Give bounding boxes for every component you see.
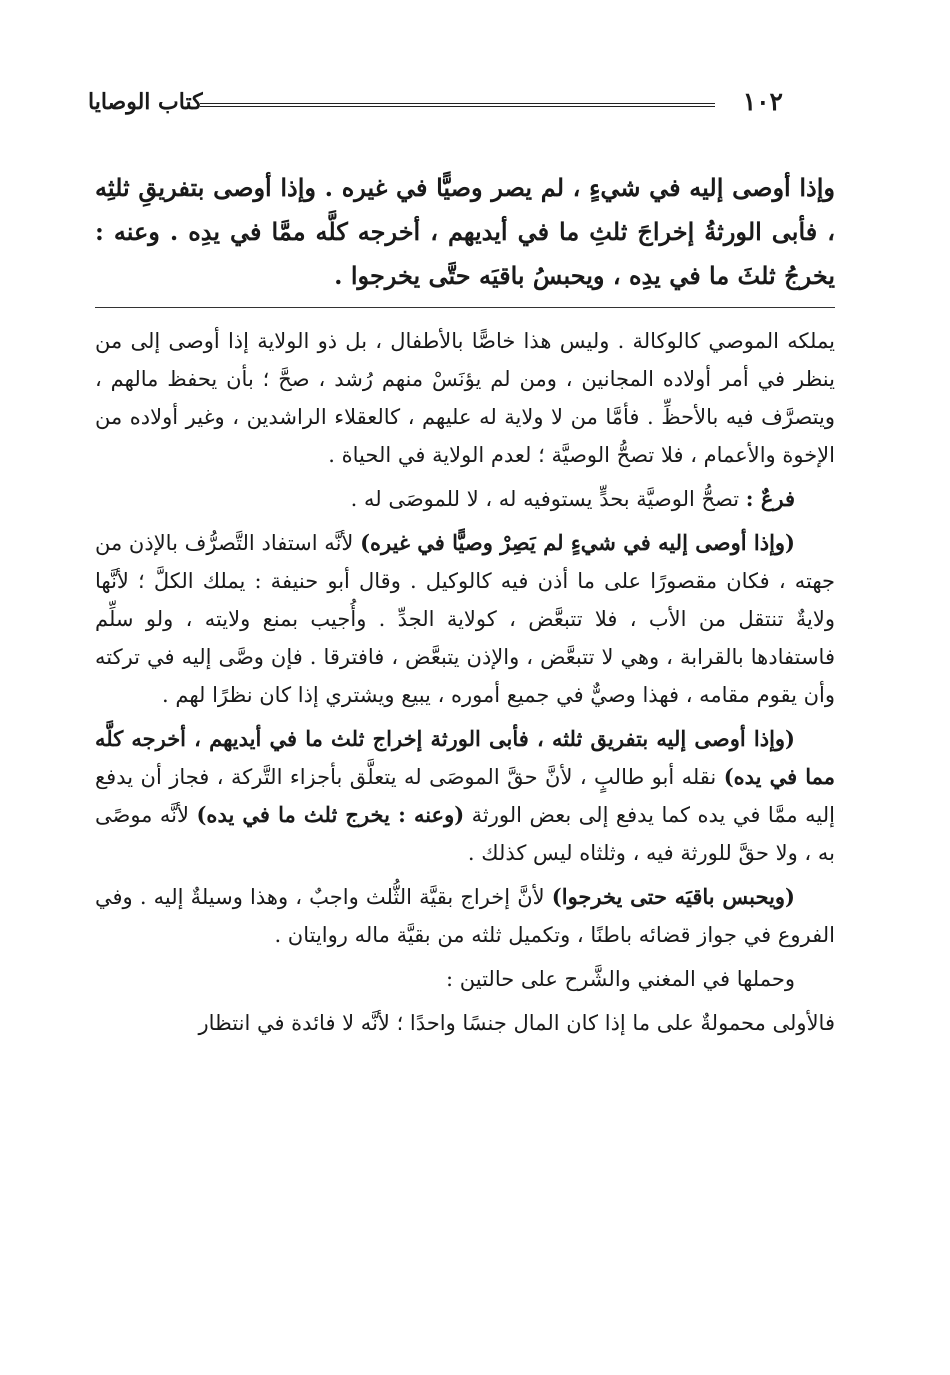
sharh-paragraph-1: [95, 322, 835, 474]
quoted-matn-4: (ويحبس باقيَه حتى يخرجوا): [551, 884, 795, 909]
sharh-paragraph-7: [95, 1004, 835, 1042]
sharh-paragraph-2: [95, 480, 835, 518]
quoted-matn-2: (وإذا أوصى إليه بتفريق ثلثه ، فأبى الورثة إخراج ثلث ما في أيديهم ، أخرجه كلَّه مما في يده): [95, 726, 835, 789]
sharh-p5-text: لأنَّ إخراج بقيَّة الثُّلث واجبٌ ، وهذا وسيلةٌ إليه . وفي الفروع في جواز قضائه باطنًا ، وتكميل ثلثه من بقيَّة ماله روايتان .: [95, 885, 835, 947]
sharh-p4-mid: نقله أبو طالبٍ ، لأنَّ حقَّ الموصَى له يتعلَّق بأجزاء التَّركة ، فجاز أن يدفع إليه ممَّا في يده كما يدفع إلى بعض الورثة: [95, 765, 835, 827]
book-title: كتاب الوصايا: [88, 89, 203, 115]
quoted-matn-3: (وعنه : يخرج ثلث ما في يده): [196, 802, 465, 827]
sharh-p3-text: لأنَّه استفاد التَّصرُّف بالإذن من جهته ، فكان مقصورًا على ما أذن فيه كالوكيل . وقال أبو حنيفة : يملك الكلَّ ؛ لأنَّها ولايةٌ تنتقل من الأب ، فلا تتبعَّض ، كولاية الجدِّ . وأُجيب بمنع ولايته ، ولو سلِّم فاستفادها بالقرابة ، وهي لا تتبعَّض ، والإذن يتبعَّض ، فافترقا . فإن وصَّى إليه في تركته وأن يقوم مقامه ، فهذا وصيٌّ في جميع أموره ، يبيع ويشتري إذا كان نظرًا لهم .: [95, 531, 835, 707]
sharh-paragraph-6: [95, 960, 835, 998]
matn-divider: [95, 307, 835, 308]
sharh-p6-text: وحملها في المغني والشَّرح على حالتين :: [446, 967, 795, 991]
page-number: ١٠٢: [742, 87, 783, 116]
sharh-paragraph-5: [95, 878, 835, 954]
far-label: فرعٌ :: [745, 486, 795, 511]
sharh-text: [95, 322, 835, 1048]
sharh-p2-text: تصحُّ الوصيَّة بحدٍّ يستوفيه له ، لا للموصَى له .: [350, 487, 746, 511]
quoted-matn-1: (وإذا أوصى إليه في شيءٍ لم يَصِرْ وصيًّا في غيره): [360, 530, 795, 555]
matn-part-1: وإذا أوصى إليه في شيءٍ ، لم يصر وصيًّا في غيره . وإذا أوصى بتفريقِ ثلثِه ، فأبى الورثةُ إخراجَ ثلثِ ما في أيديهم ، أخرجه كلَّه ممَّا في يدِه . وعنه :: [95, 173, 835, 246]
matn-part-2: يخرجُ ثلثَ ما في يدِه ، ويحبسُ باقيَه حتَّى يخرجوا .: [334, 261, 835, 290]
header-rule: [200, 103, 715, 104]
sharh-paragraph-4: [95, 720, 835, 872]
sharh-paragraph-3: [95, 524, 835, 714]
sharh-p1-text: يملكه الموصي كالوكالة . وليس هذا خاصًّا بالأطفال ، بل ذو الولاية إذا أوصى إلى من ينظر في أمر أولاده المجانين ، ومن لم يؤنَسْ منهم رُشد ، صحَّ ؛ بأن يحفظ مالهم ، ويتصرَّف فيه بالأحظِّ . فأمَّا من لا ولاية له عليهم ، كالعقلاء الراشدين ، وغير أولاده من الإخوة والأعمام ، فلا تصحُّ الوصيَّة ؛ لعدم الولاية في الحياة .: [95, 329, 835, 467]
page-header: [88, 84, 783, 124]
sharh-p4-end: لأنَّه موصًى به ، ولا حقَّ للورثة فيه ، وثلثاه ليس كذلك .: [95, 803, 835, 865]
sharh-p7-text: فالأولى محمولةٌ على ما إذا كان المال جنسًا واحدًا ؛ لأنَّه لا فائدة في انتظار: [198, 1011, 835, 1035]
matn-text: [95, 166, 835, 298]
